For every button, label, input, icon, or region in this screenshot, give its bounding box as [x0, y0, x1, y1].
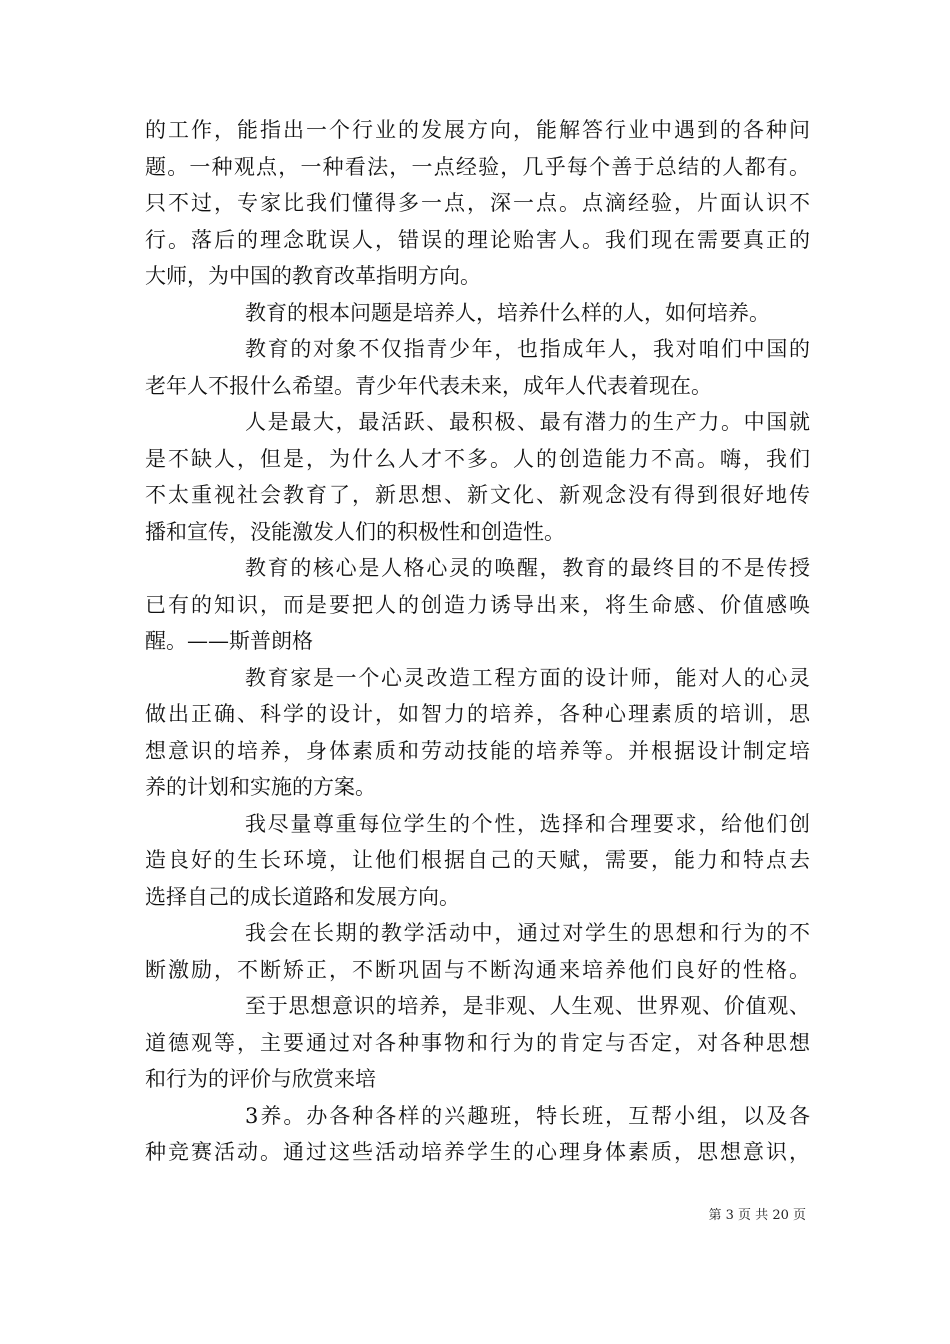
text-line: 教育的核心是人格心灵的唤醒，教育的最终目的不是传授 — [245, 556, 810, 580]
text-line: 道德观等，主要通过对各种事物和行为的肯定与否定，对各种思想 — [145, 1030, 810, 1055]
text-line: 我尽量尊重每位学生的个性，选择和合理要求，给他们创 — [245, 811, 810, 836]
text-line: 醒。——斯普朗格 — [145, 629, 313, 653]
text-line: 老年人不报什么希望。青少年代表未来，成年人代表着现在。 — [145, 373, 712, 398]
page-number: 第 3 页 共 20 页 — [708, 1208, 806, 1223]
text-line: 和行为的评价与欣赏来培 — [145, 1067, 376, 1091]
text-line: 题。一种观点，一种看法，一点经验，几乎每个善于总结的人都有。 — [145, 154, 810, 179]
text-line: 播和宣传，没能激发人们的积极性和创造性。 — [145, 519, 565, 544]
text-line: 断激励，不断矫正，不断巩固与不断沟通来培养他们良好的性格。 — [145, 957, 810, 982]
text-line: 的工作，能指出一个行业的发展方向，能解答行业中遇到的各种问 — [145, 118, 810, 142]
text-line: 大师，为中国的教育改革指明方向。 — [145, 264, 481, 288]
text-line: 选择自己的成长道路和发展方向。 — [145, 884, 460, 909]
text-line: 想意识的培养，身体素质和劳动技能的培养等。并根据设计制定培 — [145, 738, 810, 763]
text-line: 只不过，专家比我们懂得多一点，深一点。点滴经验，片面认识不 — [145, 191, 810, 215]
document-body — [145, 112, 810, 1171]
text-line: 我会在长期的教学活动中，通过对学生的思想和行为的不 — [245, 921, 810, 945]
text-line: 养的计划和实施的方案。 — [145, 775, 376, 799]
text-line: 教育家是一个心灵改造工程方面的设计师，能对人的心灵 — [245, 665, 810, 690]
text-line: 行。落后的理念耽误人，错误的理论贻害人。我们现在需要真正的 — [145, 227, 810, 252]
text-line: 人是最大，最活跃、最积极、最有潜力的生产力。中国就 — [245, 410, 810, 434]
text-line: 3养。办各种各样的兴趣班，特长班，互帮小组，以及各 — [245, 1103, 810, 1128]
text-line: 种竞赛活动。通过这些活动培养学生的心理身体素质，思想意识， — [145, 1140, 810, 1164]
text-line: 至于思想意识的培养，是非观、人生观、世界观、价值观、 — [245, 994, 810, 1018]
text-line: 造良好的生长环境，让他们根据自己的天赋，需要，能力和特点去 — [145, 848, 810, 872]
text-line: 教育的对象不仅指青少年，也指成年人，我对咱们中国的 — [245, 337, 810, 361]
text-line: 做出正确、科学的设计，如智力的培养，各种心理素质的培训，思 — [145, 702, 810, 726]
text-line: 教育的根本问题是培养人，培养什么样的人，如何培养。 — [245, 300, 770, 325]
text-line: 已有的知识，而是要把人的创造力诱导出来，将生命感、价值感唤 — [145, 592, 810, 617]
text-line: 是不缺人，但是，为什么人才不多。人的创造能力不高。嗨，我们 — [145, 446, 810, 471]
text-line: 不太重视社会教育了，新思想、新文化、新观念没有得到很好地传 — [145, 483, 810, 507]
